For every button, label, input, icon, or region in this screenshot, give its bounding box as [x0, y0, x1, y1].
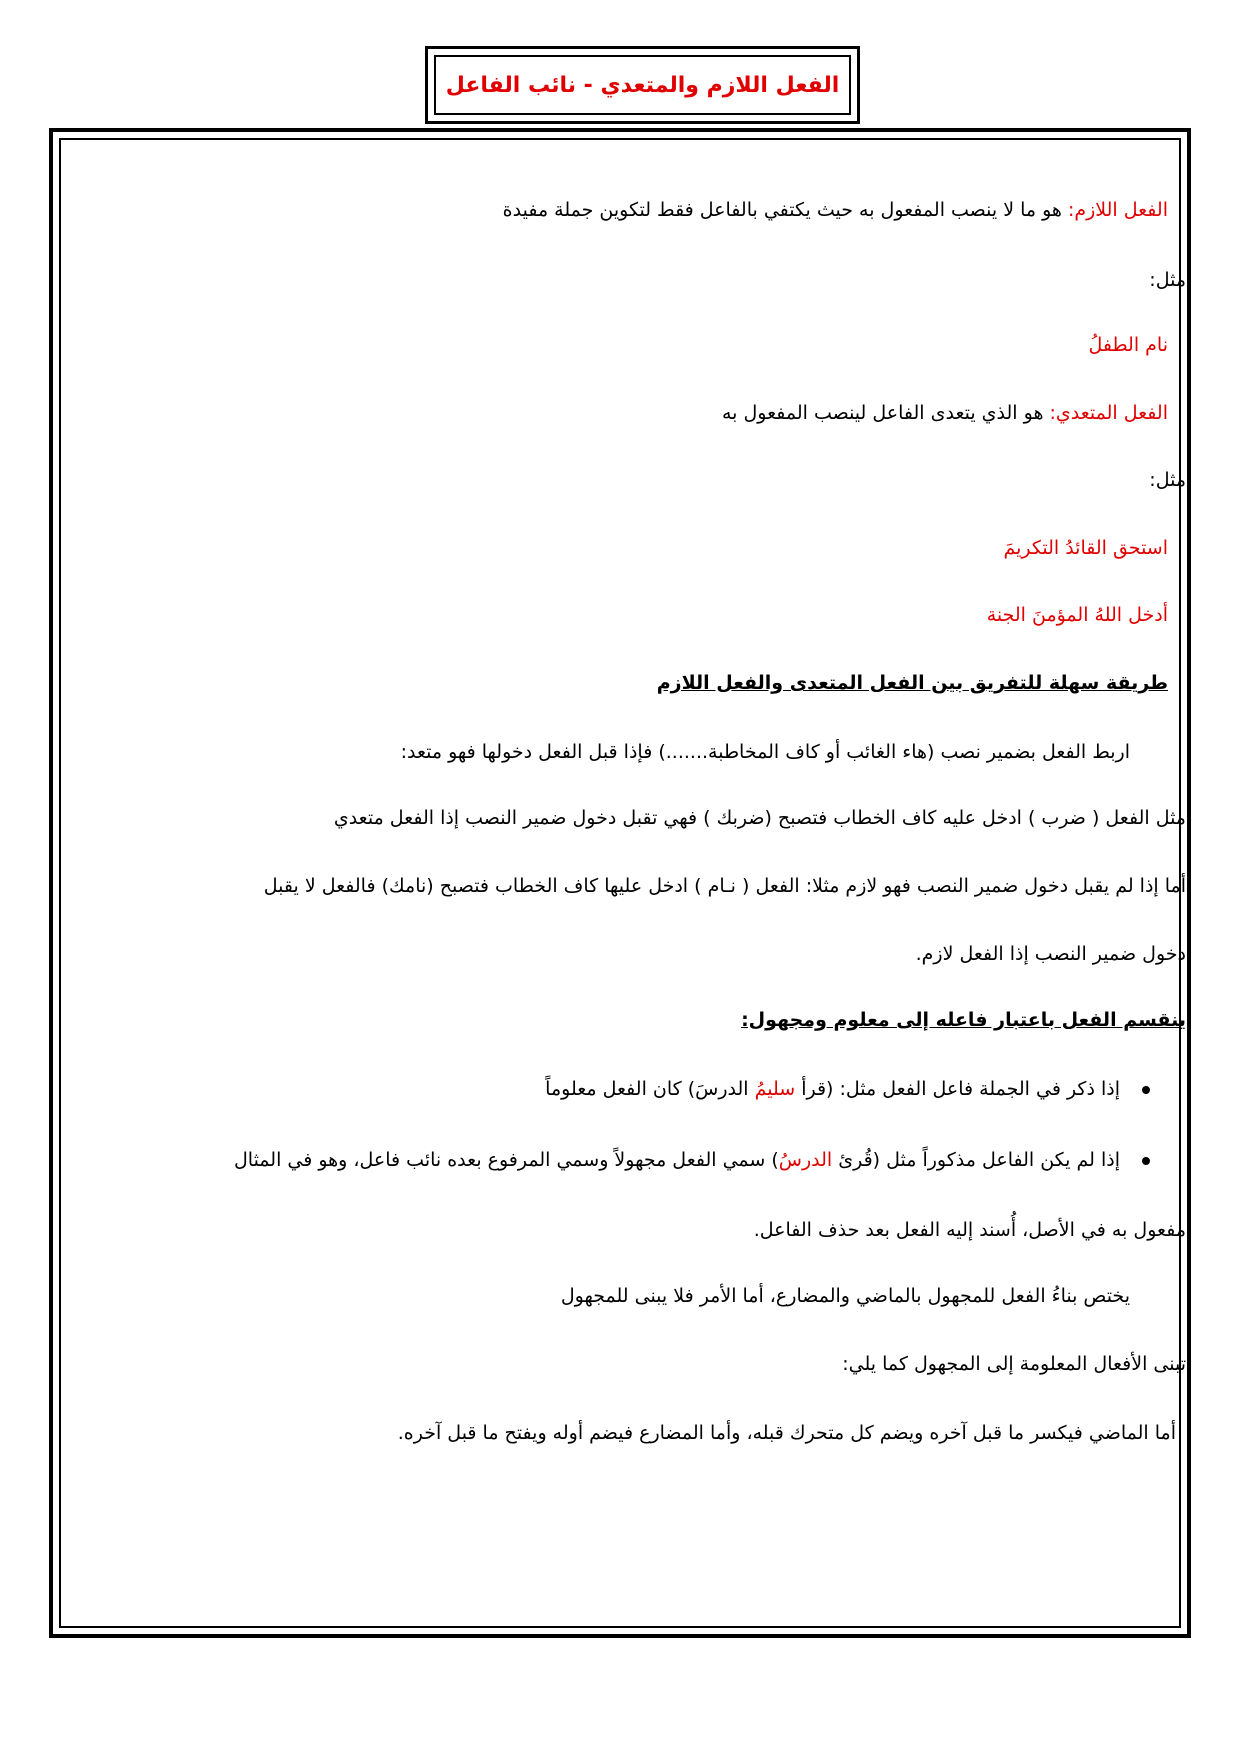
title-box [425, 46, 860, 124]
bullet-icon [1142, 1157, 1150, 1165]
bullet-2-before: إذا لم يكن الفاعل مذكوراً مثل (قُرئ [832, 1149, 1120, 1171]
page-title: الفعل اللازم والمتعدي - نائب الفاعل [445, 72, 840, 98]
transitive-definition [722, 401, 1168, 425]
bullet-1-before: إذا ذكر في الجملة فاعل الفعل مثل: (قرأ [795, 1078, 1120, 1100]
easy-method-heading: طريقة سهلة للتفريق بين الفعل المتعدى والفعل اللازم [656, 672, 1168, 694]
transitive-label: الفعل المتعدي: [1049, 402, 1168, 424]
passive-rule: أما الماضي فيكسر ما قبل آخره ويضم كل متحرك قبله، وأما المضارع فيضم أوله ويفتح ما قبل آخره. [397, 1422, 1176, 1444]
intransitive-example: نام الطفلُ [1088, 334, 1168, 356]
bullet-unknown-verb [234, 1148, 1150, 1172]
bullet-2-continuation: مفعول به في الأصل، أُسند إليه الفعل بعد حذف الفاعل. [753, 1219, 1186, 1241]
easy-method-rule: اربط الفعل بضمير نصب (هاء الغائب أو كاف المخاطبة.......) فإذا قبل الفعل دخولها فهو متعد: [400, 741, 1130, 763]
bullet-1-highlight: سليمُ [754, 1078, 796, 1100]
intransitive-text: هو ما لا ينصب المفعول به حيث يكتفي بالفاعل فقط لتكوين جملة مفيدة [502, 199, 1068, 221]
easy-method-example-1: مثل الفعل ( ضرب ) ادخل عليه كاف الخطاب فتصبح (ضربك ) فهي تقبل دخول ضمير النصب إذا الفعل متعدي [333, 807, 1186, 829]
intransitive-example-label: مثل: [1149, 269, 1186, 291]
easy-method-example-2-line-2: دخول ضمير النصب إذا الفعل لازم. [915, 943, 1186, 965]
bullet-known-verb [545, 1077, 1150, 1101]
passive-note: يختص بناءُ الفعل للمجهول بالماضي والمضارع، أما الأمر فلا يبنى للمجهول [560, 1285, 1130, 1307]
intransitive-definition [503, 198, 1168, 222]
transitive-text: هو الذي يتعدى الفاعل لينصب المفعول به [721, 402, 1050, 424]
easy-method-example-2-line-1: أما إذا لم يقبل دخول ضمير النصب فهو لازم مثلا: الفعل ( نـام ) ادخل عليها كاف الخطاب فتصبح (نامك) فالفعل لا يقبل [263, 875, 1186, 897]
intransitive-label: الفعل اللازم: [1067, 199, 1168, 221]
bullet-1-after: الدرسَ) كان الفعل معلوماً [545, 1078, 755, 1100]
bullet-2-highlight: الدرسُ [778, 1149, 833, 1171]
bullet-2-after: ) سمي الفعل مجهولاً وسمي المرفوع بعده نائب فاعل، وهو في المثال [233, 1149, 779, 1171]
passive-how-to: تبنى الأفعال المعلومة إلى المجهول كما يلي: [842, 1353, 1186, 1375]
division-heading: ينقسم الفعل باعتبار فاعله إلى معلوم ومجهول: [741, 1009, 1186, 1031]
bullet-icon [1142, 1086, 1150, 1094]
transitive-example-label: مثل: [1149, 469, 1186, 491]
transitive-example-1: استحق القائدُ التكريمَ [1003, 537, 1168, 559]
transitive-example-2: أدخل اللهُ المؤمنَ الجنة [986, 604, 1168, 626]
